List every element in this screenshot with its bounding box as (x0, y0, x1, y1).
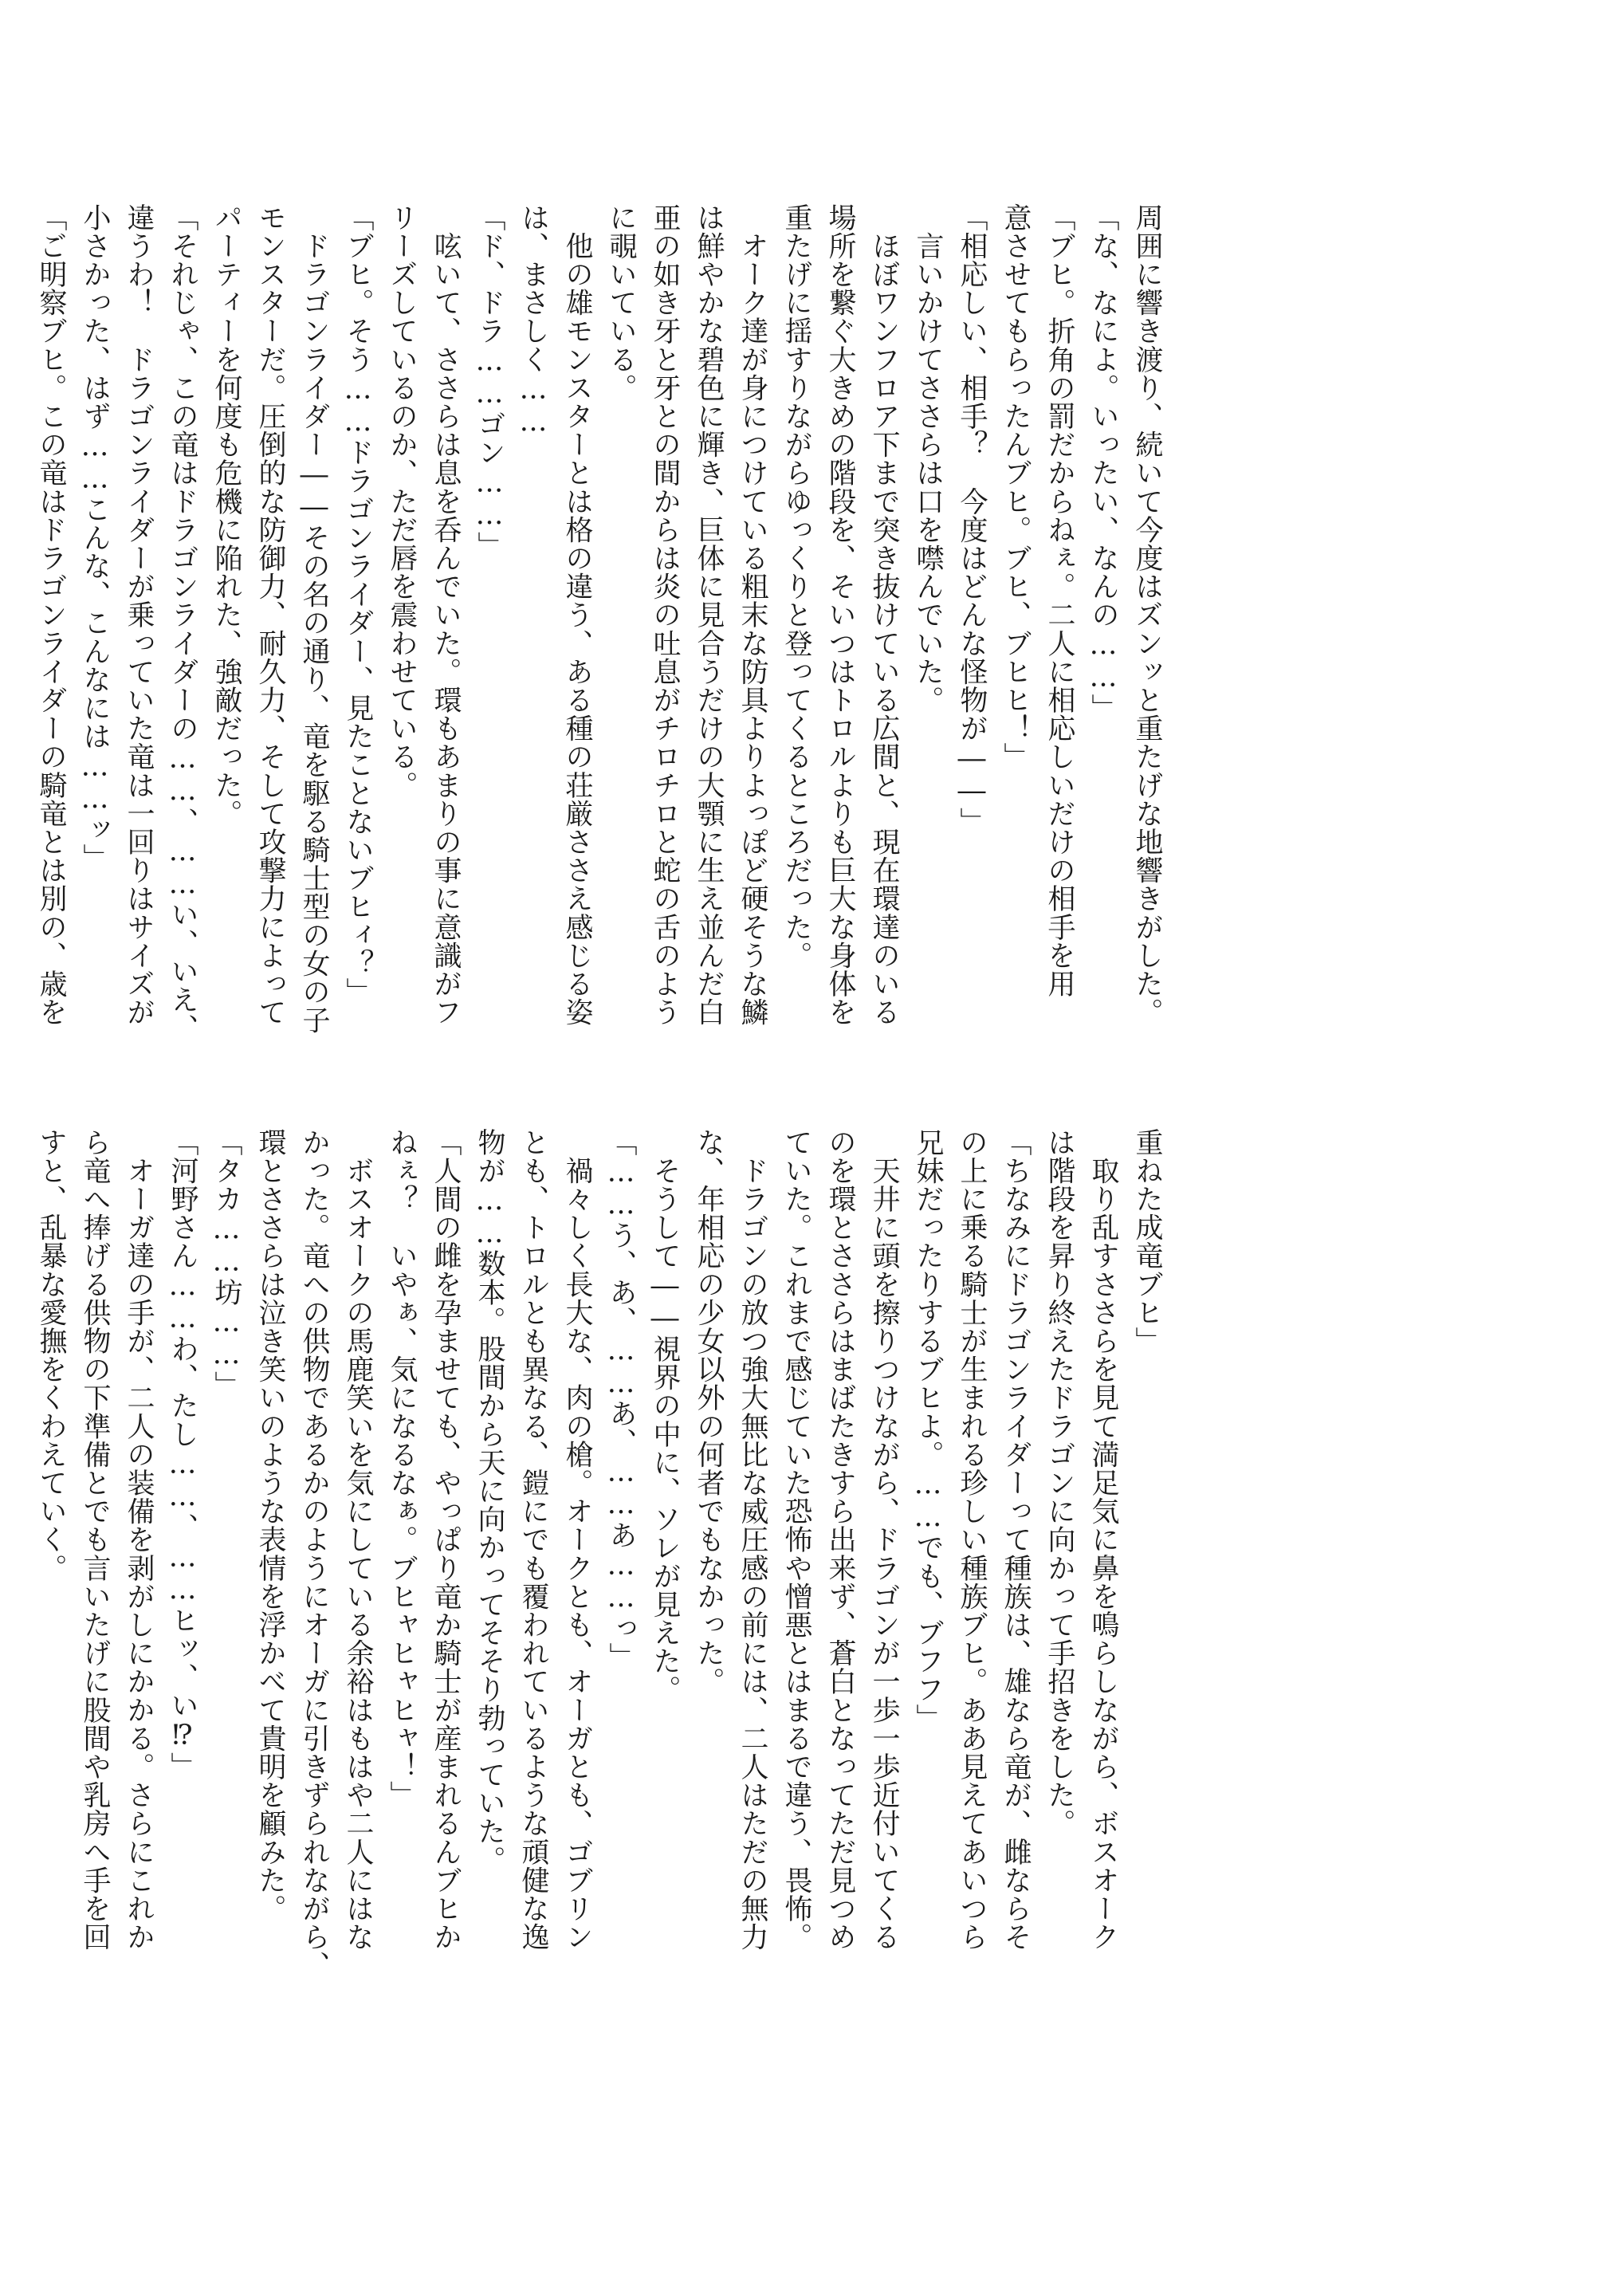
lower-text-line: オーガ達の手が、二人の装備を剥がしにかかる。さらにこれか (123, 1128, 155, 1952)
upper-text-line: は鮮やかな碧色に輝き、巨体に見合うだけの大顎に生え並んだ白 (693, 203, 725, 1027)
lower-text-line: そうして――視界の中に、ソレが見えた。 (649, 1128, 681, 1704)
upper-text-line: 「ド、ドラ……ゴン……」 (474, 203, 505, 560)
lower-text-line: 「タカ……坊……」 (210, 1128, 242, 1400)
lower-text-line: の上に乗る騎士が生まれる珍しい種族ブヒ。ああ見えてあいつら (956, 1128, 988, 1952)
upper-text-line: ドラゴンライダー――その名の通り、竜を駆る騎士型の女の子 (298, 203, 330, 1035)
upper-text-line: 場所を繋ぐ大きめの階段を、そいつはトロルよりも巨大な身体を (824, 203, 856, 1027)
upper-text-line: パーティーを何度も危機に陥れた、強敵だった。 (210, 203, 242, 828)
lower-text-line: ドラゴンの放つ強大無比な威圧感の前には、二人はただの無力 (737, 1128, 768, 1952)
lower-text-line: ボスオークの馬鹿笑いを気にしている余裕はもはや二人にはな (342, 1128, 374, 1952)
upper-text-line: 「な、なによ。いったい、なんの……」 (1087, 203, 1119, 722)
upper-text-line: モンスターだ。圧倒的な防御力、耐久力、そして攻撃力によって (254, 203, 286, 1027)
upper-text-line: 「ブヒ。折角の罰だからねぇ。二人に相応しいだけの相手を用 (1043, 203, 1075, 998)
upper-text-line: ほぼワンフロア下まで突き抜けている広間と、現在環達のいる (868, 203, 900, 1027)
lower-text-line: は階段を昇り終えたドラゴンに向かって手招きをした。 (1043, 1128, 1075, 1838)
upper-text-line: 「ご明察ブヒ。この竜はドラゴンライダーの騎竜とは別の、歳を (35, 203, 67, 1027)
upper-text-line: 違うわ！ ドラゴンライダーが乗っていた竜は一回りはサイズが (123, 203, 155, 1027)
lower-text-line: 天井に頭を擦りつけながら、ドラゴンが一歩一歩近付いてくる (868, 1128, 900, 1952)
lower-text-line: 取り乱すささらを見て満足気に鼻を鳴らしながら、ボスオーク (1087, 1128, 1119, 1952)
upper-text-line: リーズしているのか、ただ唇を震わせている。 (386, 203, 418, 800)
upper-text-line: 周囲に響き渡り、続いて今度はズンッと重たげな地響きがした。 (1131, 203, 1163, 1027)
upper-text-line: 小さかった、はず……こんな、こんなには……ッ」 (79, 203, 111, 872)
lower-text-line: ら竜へ捧げる供物の下準備とでも言いたげに股間や乳房へ手を回 (79, 1128, 111, 1952)
lower-text-line: 兄妹だったりするブヒよ。……でも、ブフフ」 (912, 1128, 944, 1732)
lower-text-block (35, 1128, 1169, 2017)
lower-text-line: 重ねた成竜ブヒ」 (1131, 1128, 1163, 1355)
lower-text-line: 「人間の雌を孕ませても、やっぱり竜か騎士が産まれるんブヒか (430, 1128, 462, 1952)
lower-text-line: すと、乱暴な愛撫をくわえていく。 (35, 1128, 67, 1582)
upper-text-block (35, 203, 1169, 1092)
lower-text-line: ていた。これまで感じていた恐怖や憎悪とはまるで違う、畏怖。 (780, 1128, 812, 1952)
upper-text-line: 意させてもらったんブヒ。ブヒ、ブヒヒ！」 (1000, 203, 1032, 771)
upper-text-line: 亜の如き牙と牙との間からは炎の吐息がチロチロと蛇の舌のよう (649, 203, 681, 1027)
lower-text-line: 「……う、あ、……あ、……あ……っ」 (605, 1128, 637, 1671)
lower-text-line: 環とささらは泣き笑いのような表情を浮かべて貴明を顧みた。 (254, 1128, 286, 1923)
upper-text-line: 「それじゃ、この竜はドラゴンライダーの……、……い、いえ、 (167, 203, 198, 1043)
upper-text-line: 言いかけてささらは口を噤んでいた。 (912, 203, 944, 714)
lower-text-line: な、年相応の少女以外の何者でもなかった。 (693, 1128, 725, 1696)
lower-text-line: 禍々しく長大な、肉の槍。オークとも、オーガとも、ゴブリン (561, 1128, 593, 1952)
upper-text-line: に覗いている。 (605, 203, 637, 403)
lower-text-line: かった。竜への供物であるかのようにオーガに引きずられながら、 (298, 1128, 330, 1980)
upper-text-line: 「ブヒ。そう……ドラゴンライダー、見たことないブヒィ？」 (342, 203, 374, 1006)
upper-text-line: 「相応しい、相手？ 今度はどんな怪物が――」 (956, 203, 988, 836)
lower-text-line: 「河野さん……わ、たし……、……ヒッ、い⁉」 (167, 1128, 198, 1781)
lower-text-line: 「ちなみにドラゴンライダーって種族は、雄なら竜が、雌ならそ (1000, 1128, 1032, 1952)
upper-text-line: オーク達が身につけている粗末な防具よりよっぽど硬そうな鱗 (737, 203, 768, 1027)
upper-text-line: 重たげに揺すりながらゆっくりと登ってくるところだった。 (780, 203, 812, 970)
lower-text-line: 物が……数本。股間から天に向かってそそり勃っていた。 (474, 1128, 505, 1874)
lower-text-line: ねぇ？ いやぁ、気になるなぁ。ブヒャヒャヒャ！」 (386, 1128, 418, 1810)
upper-text-line: 呟いて、ささらは息を呑んでいた。環もあまりの事に意識がフ (430, 203, 462, 1027)
lower-text-line: のを環とささらはまばたきすら出来ず、蒼白となってただ見つめ (824, 1128, 856, 1952)
upper-text-line: 他の雄モンスターとは格の違う、ある種の荘厳ささえ感じる姿 (561, 203, 593, 1027)
lower-text-line: とも、トロルとも異なる、鎧にでも覆われているような頑健な逸 (517, 1128, 549, 1952)
upper-text-line: は、まさしく…… (517, 203, 549, 438)
